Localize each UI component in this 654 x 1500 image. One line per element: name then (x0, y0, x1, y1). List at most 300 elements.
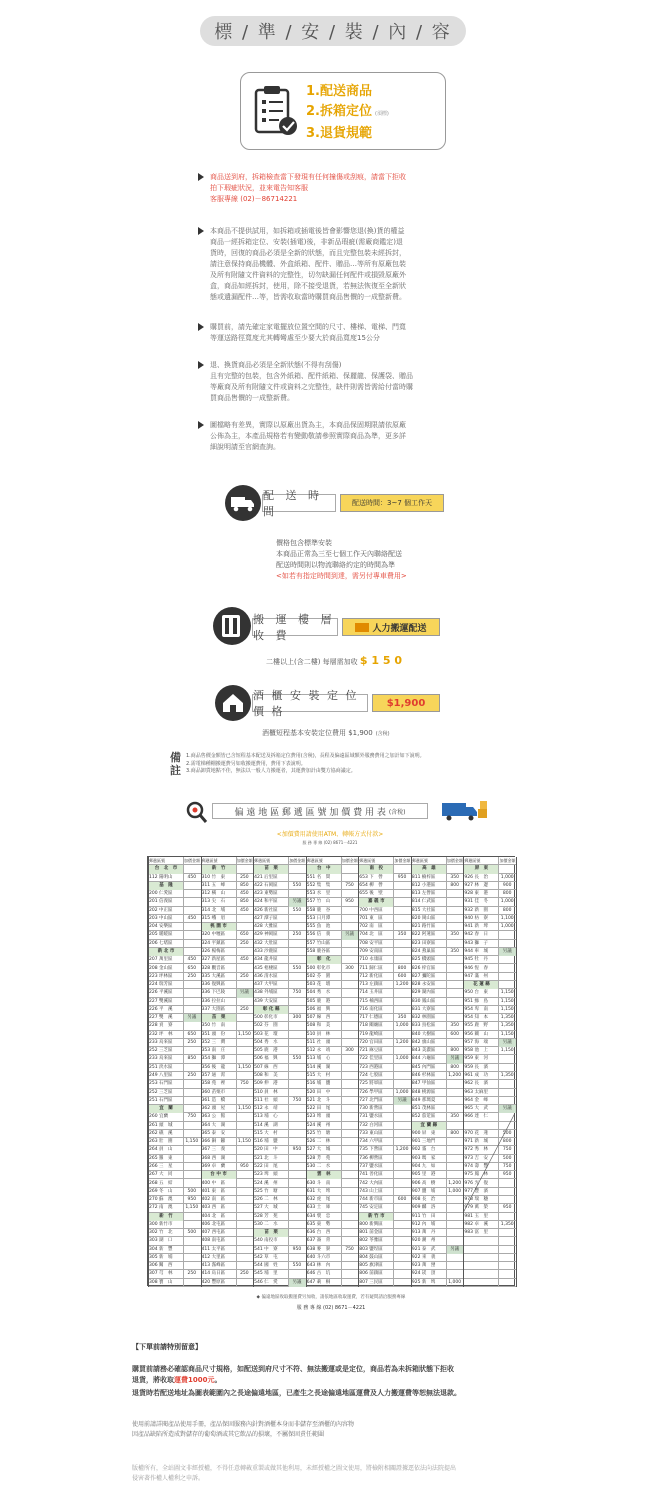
table-cell (446, 1196, 464, 1204)
table-cell: 954 知 本 (464, 1015, 488, 1021)
table-cell: 640 斗六市 (306, 1254, 331, 1260)
table-cell: 311 五 峰 (201, 882, 226, 888)
table-cell: 904 九 如 (411, 1163, 436, 1169)
note-5-line-3: 細說明請至官網查詢。 (210, 443, 280, 451)
house-icon (214, 684, 252, 722)
table-cell: 350 (397, 932, 407, 938)
copyright-line-2: 侵害著作權人權利之申訴。 (132, 1475, 205, 1482)
table-cell: 800 (450, 1130, 459, 1136)
table-cell: 750 (502, 1163, 512, 1169)
table-cell (446, 1097, 464, 1105)
table-cell: 927 林 邊 (464, 882, 488, 888)
table-cell (446, 940, 464, 948)
table-cell: 505 鹿 港 (254, 1048, 278, 1054)
table-cell (393, 1047, 411, 1055)
table-cell: 815 大社區 (411, 907, 436, 913)
table-cell: 801 前金區 (359, 1230, 383, 1236)
table-cell: 台 北 市 (148, 865, 183, 873)
table-cell: 909 麟 洛 (411, 1205, 436, 1211)
table-cell: 251 淡水區 (149, 1064, 173, 1070)
table-cell: 511 社 頭 (254, 1097, 278, 1103)
table-row (148, 1155, 516, 1163)
table-cell: 551 名 間 (306, 874, 331, 880)
table-row (148, 1130, 516, 1138)
remarks-list (186, 753, 526, 776)
remarks-line-1: 1.商品售價金額皆已含短程基本配送及拆箱定位費用(含稅)，長程及偏遠區域額外服務費用之加計如下說明。 (186, 753, 425, 759)
table-cell: 苗 栗 (201, 1014, 236, 1022)
table-cell (498, 1229, 516, 1237)
table-cell (341, 1262, 359, 1270)
table-cell (288, 1122, 306, 1130)
table-cell (341, 1064, 359, 1072)
table-row (148, 1237, 516, 1245)
table-cell: 950 (345, 899, 354, 905)
table-cell (236, 1229, 254, 1237)
table-cell: 502 芬 園 (306, 973, 331, 979)
table-cell: 845 內門區 (411, 1064, 436, 1070)
table-cell (498, 1097, 516, 1105)
table-cell: 926 長 治 (464, 874, 488, 880)
table-cell: 950 (187, 1197, 197, 1203)
table-cell (288, 1113, 306, 1121)
table-cell (288, 973, 306, 981)
table-column-divider (411, 857, 412, 1287)
table-cell: 944 車 城 (464, 948, 488, 954)
table-cell (393, 940, 411, 948)
delivery-line-2: 本商品正常為三至七個工作天內聯絡配送 (276, 550, 402, 558)
table-cell: 802 苓雅區 (359, 1238, 383, 1244)
truck-icon (224, 484, 262, 522)
table-cell: 252 三芝區 (149, 1089, 173, 1095)
table-cell: 650 (240, 932, 249, 938)
table-cell: 700 中西區 (359, 907, 383, 913)
delivery-label: 配 送 時 間 (263, 489, 323, 518)
table-row (148, 1047, 516, 1055)
table-cell: 813 左營區 (411, 891, 436, 897)
table-cell: 363 公 館 (201, 1114, 226, 1120)
table-cell (288, 1204, 306, 1212)
table-cell (463, 1262, 498, 1270)
table-cell: 1,000 (448, 1188, 462, 1194)
table-cell (446, 1262, 464, 1270)
table-cell (498, 865, 516, 873)
table-cell: 324 平鎮區 (201, 940, 226, 946)
table-cell (498, 1270, 516, 1278)
table-cell: 1,000 (500, 924, 514, 930)
table-cell (288, 1221, 306, 1229)
table-cell: 450 (240, 891, 249, 897)
table-cell: 264 員 山 (149, 1147, 173, 1153)
table-cell: 600 (450, 1031, 459, 1037)
table-cell (236, 1180, 254, 1188)
table-cell: 233 烏來區 (149, 1056, 173, 1062)
table-cell (288, 865, 306, 873)
table-cell: 1,350 (500, 1015, 514, 1021)
table-cell: 814 仁武區 (411, 899, 436, 905)
table-cell: 350 (397, 1015, 407, 1021)
floor-price-prefix: 二樓以上(含二樓) 每層需加收 (266, 658, 358, 666)
table-cell (183, 1155, 201, 1163)
table-cell: 744 新市區 (359, 1197, 383, 1203)
table-cell: 嘉 義 市 (358, 898, 393, 906)
note-2-line-3: 貨時，回復的商品必須是全新的狀態，而且完整包裝未經拆封， (210, 249, 406, 257)
table-cell: 261 頭 城 (149, 1122, 173, 1128)
table-cell: 503 花 壇 (254, 1031, 278, 1037)
table-cell (393, 1254, 411, 1262)
table-row (148, 898, 516, 906)
table-header-cell: 加價金額 (184, 858, 201, 863)
table-cell: 600 (397, 973, 407, 979)
table-cell: 423 東勢區 (254, 891, 278, 897)
table-cell: 250 (240, 973, 249, 979)
table-cell: 632 虎 尾 (306, 1197, 331, 1203)
table-cell (446, 1171, 464, 1179)
table-cell (288, 890, 306, 898)
table-cell: 931 佳 冬 (464, 899, 488, 905)
table-cell: 桃 園 市 (201, 923, 236, 931)
copyright (132, 1464, 532, 1484)
table-cell (236, 1047, 254, 1055)
table-cell: 350 (450, 1114, 459, 1120)
table-cell: 959 長 濱 (464, 1064, 488, 1070)
table-cell: 1,000 (500, 899, 514, 905)
table-cell (236, 1022, 254, 1030)
table-cell (393, 1180, 411, 1188)
table-header-cell: 加價金額 (289, 858, 306, 863)
table-cell: 504 秀 水 (306, 990, 331, 996)
table-cell (183, 981, 201, 989)
note-2-line-4: 請注意保持商品機體、外盒紙箱、配件、贈品…等所有原廠包裝 (210, 260, 406, 268)
table-cell: 227 雙溪區 (149, 998, 173, 1004)
table-cell: 526 二 林 (306, 1139, 331, 1145)
table-row (148, 940, 516, 948)
table-cell: 961 成 功 (464, 1073, 488, 1078)
table-cell: 726 學甲區 (359, 1089, 383, 1095)
table-cell: 900 (502, 882, 512, 888)
table-cell (183, 1047, 201, 1055)
table-column-divider (516, 857, 517, 1287)
table-cell: 412 大里區 (201, 1254, 226, 1260)
table-cell (236, 923, 254, 931)
table-cell: 908 長 治 (411, 1197, 436, 1203)
table-cell (341, 1055, 359, 1063)
summary-item-3: 3.退貨規範 (306, 126, 372, 141)
table-cell: 826 梓官區 (411, 965, 436, 971)
table-header-cell: 加價金額 (499, 858, 516, 863)
table-cell (446, 890, 464, 898)
table-cell: 512 永 靖 (254, 1106, 278, 1112)
table-cell (236, 965, 254, 973)
table-cell: 台 中 市 (201, 1171, 236, 1179)
table-row (148, 865, 516, 873)
table-cell (341, 940, 359, 948)
table-cell: 737 鹽水區 (359, 1163, 383, 1169)
table-cell: 206 七堵區 (149, 940, 173, 946)
table-cell: 717 仁德區 (359, 1015, 383, 1021)
table-cell: 249 八里區 (149, 1073, 173, 1078)
table-cell: 950 (292, 1147, 302, 1153)
table-cell (341, 1014, 359, 1022)
table-cell (341, 1163, 359, 1171)
table-cell: 805 旗津區 (359, 1263, 383, 1269)
table-cell: 558 鹿谷區 (306, 948, 331, 954)
delivery-line-3: 配送時間則以物流聯絡約定的時間為準 (276, 561, 395, 569)
table-cell: 965 大 武 (464, 1106, 488, 1112)
table-cell (341, 1180, 359, 1188)
table-cell (236, 1188, 254, 1196)
table-cell: 820 岡山區 (411, 915, 436, 921)
table-cell: 833 鳥松區 (411, 1023, 436, 1029)
table-cell (498, 981, 516, 989)
table-cell: 955 鹿 野 (464, 1023, 488, 1029)
table-cell: 702 南 區 (359, 924, 383, 930)
table-cell (183, 998, 201, 1006)
table-row (148, 882, 516, 890)
table-row (148, 1146, 516, 1154)
table-cell (446, 1254, 464, 1262)
table-cell: 253 石門區 (149, 1081, 173, 1087)
table-cell: 653 下 營 (359, 874, 383, 880)
triangle-bullet-icon (198, 323, 204, 331)
table-cell: 苗 栗 (253, 865, 288, 873)
table-cell: 宜 蘭 (148, 1105, 183, 1113)
table-cell: 800 (450, 882, 459, 888)
table-cell (183, 1262, 201, 1270)
install-price-badge (372, 694, 440, 712)
table-row (148, 1055, 516, 1063)
table-cell: 950 (240, 1163, 249, 1169)
table-cell: 638 麥 寮 (306, 1246, 331, 1252)
table-cell (236, 1113, 254, 1121)
table-cell: 924 崁 頂 (411, 1271, 436, 1277)
table-cell: 515 大 村 (254, 1130, 278, 1136)
table-cell: 515 大 村 (306, 1073, 331, 1078)
table-cell: 719 龍崎區 (359, 1031, 383, 1037)
table-cell: 427 潭子區 (254, 915, 278, 921)
table-cell (236, 1262, 254, 1270)
table-cell (341, 1221, 359, 1229)
table-cell (393, 1064, 411, 1072)
table-cell: 550 (292, 1263, 302, 1269)
remarks-label-1: 備 (170, 751, 181, 764)
table-cell: 315 峨 眉 (201, 915, 226, 921)
table-cell: 369 卓 蘭 (201, 1163, 226, 1169)
table-cell (393, 1072, 411, 1080)
table-cell (498, 973, 516, 981)
floor-badge (342, 618, 440, 636)
table-cell (393, 1122, 411, 1130)
table-row (148, 956, 516, 964)
note-2-line-6: 盒，商品如經拆封，使用，除不接受退貨，若無法恢復至全新狀 (210, 282, 406, 290)
table-cell (341, 1279, 359, 1287)
table-row (148, 1180, 516, 1188)
table-cell (393, 1188, 411, 1196)
table-cell: 557 竹山區 (306, 940, 331, 946)
table-cell: 956 關 山 (464, 1031, 488, 1037)
table-cell (498, 1213, 516, 1221)
table-cell: 250 (187, 1073, 197, 1078)
table-cell (341, 1213, 359, 1221)
table-cell: 500 彰化市 (254, 1015, 278, 1021)
table-column-divider (446, 857, 447, 1287)
table-cell (236, 1254, 254, 1262)
table-cell (341, 923, 359, 931)
table-cell (288, 1039, 306, 1047)
table-cell (183, 1006, 201, 1014)
note-3-line-1: 購買前，請先確定家電擺放位置空間的尺寸、樓梯、電梯、門寬 (210, 323, 406, 331)
floor-label: 搬 運 樓 層 收 費 (253, 613, 336, 642)
table-cell (341, 915, 359, 923)
table-cell (183, 1022, 201, 1030)
table-cell (288, 1006, 306, 1014)
table-cell: 900 屏 東 (411, 1130, 436, 1136)
table-cell: 226 平溪區 (149, 990, 173, 996)
table-header-cell: 郵遞區號 (464, 858, 481, 863)
table-cell (393, 998, 411, 1006)
table-cell (341, 1237, 359, 1245)
table-cell: 435 梧棲區 (254, 965, 278, 971)
table-cell: 226 平 溪 (149, 1006, 173, 1012)
table-cell (341, 1122, 359, 1130)
table-cell: 750 (345, 1246, 354, 1252)
table-cell: 408 南屯區 (201, 1238, 226, 1244)
table-cell: 710 永康區 (359, 957, 383, 963)
table-cell (446, 1237, 464, 1245)
note-3-line-2: 等運送路徑寬度尤其轉彎處至少要大於商品寬度15公分 (210, 334, 380, 342)
table-cell: 367 三 義 (201, 1147, 226, 1153)
table-cell: 631 大 埤 (306, 1188, 331, 1194)
table-cell: 1,350 (500, 1221, 514, 1227)
note-4-line-2: 且有完整的包裝，包含外紙箱、配件紙箱、保麗龍、保護袋、贈品 (210, 372, 413, 380)
table-cell: 907 鹽 埔 (411, 1188, 436, 1194)
table-cell: 633 土 庫 (306, 1205, 331, 1211)
table-cell: 823 田寮區 (411, 940, 436, 946)
table-cell: 750 (187, 1114, 197, 1120)
table-cell (183, 1237, 201, 1245)
table-cell: 850 (240, 899, 249, 905)
table-cell: 303 湖 口 (149, 1238, 173, 1244)
table-header-cell: 加價金額 (236, 858, 253, 863)
table-cell: 506 福 興 (306, 1006, 331, 1012)
table-cell (183, 1171, 201, 1179)
table-cell (288, 981, 306, 989)
table-cell: 500 (187, 1230, 197, 1236)
table-cell: 636 台 西 (306, 1230, 331, 1236)
table-cell: 313 尖 石 (201, 899, 226, 905)
delivery-info (276, 538, 407, 582)
table-cell: 828 永安區 (411, 982, 436, 988)
table-cell: 429 神岡區 (254, 932, 278, 938)
triangle-bullet-icon (198, 173, 204, 181)
table-cell (183, 907, 201, 915)
table-cell: 850 (187, 1056, 197, 1062)
table-cell: 1,150 (237, 1106, 251, 1112)
table-cell: 358 苑 裡 (201, 1081, 226, 1087)
table-cell: 414 烏日區 (201, 1271, 226, 1277)
table-cell: 903 瑪 家 (411, 1155, 436, 1161)
table-cell: 250 (187, 1039, 197, 1045)
clipboard-check-icon (250, 84, 300, 140)
note-1-line-3: 客服專線 (02)－86714221 (210, 195, 298, 203)
table-row (148, 1113, 516, 1121)
table-cell: 420 豐原區 (201, 1279, 226, 1285)
table-cell: 269 冬 山 (149, 1188, 173, 1194)
table-cell: 350 (450, 874, 459, 880)
table-cell: 500 (502, 1130, 512, 1136)
table-cell: 350 竹 南 (201, 1023, 226, 1029)
table-cell: 521 北 斗 (254, 1155, 278, 1161)
table-cell: 新 竹 市 (358, 1213, 393, 1221)
table-cell: 1,200 (395, 1147, 409, 1153)
note-4-line-1: 退、換貨商品必須是全新狀態(不得有刮傷) (210, 361, 342, 369)
table-cell (463, 1254, 498, 1262)
table-row (148, 1246, 516, 1254)
table-cell: 525 竹 塘 (306, 1130, 331, 1136)
table-cell: 527 大 城 (306, 1147, 331, 1153)
table-cell: 750 (292, 1097, 302, 1103)
table-cell (288, 1196, 306, 1204)
table-cell (288, 948, 306, 956)
table-cell (183, 1130, 201, 1138)
table-cell: 南 投 (358, 865, 393, 873)
table-cell (288, 1064, 306, 1072)
table-cell (393, 1279, 411, 1287)
table-cell (236, 981, 254, 989)
table-cell (446, 989, 464, 997)
table-cell (288, 1229, 306, 1237)
table-cell: 524 溪 州 (306, 1122, 331, 1128)
table-cell: 716 南化區 (359, 1006, 383, 1012)
table-cell: 520 田 中 (254, 1147, 278, 1153)
table-cell: 368 西 湖 (201, 1155, 226, 1161)
special-p1-line-2 (132, 1375, 532, 1386)
table-cell (341, 890, 359, 898)
table-cell: 224 瑞芳區 (149, 982, 173, 988)
note-5-line-1: 圖檔略有差異，實際以原廠出貨為主，本商品保固期限請依原廠 (210, 421, 406, 429)
table-cell (288, 1047, 306, 1055)
table-cell: 923 萬 巒 (411, 1263, 436, 1269)
table-cell: 550 (292, 1056, 302, 1062)
table-cell: 750 (240, 1081, 249, 1087)
table-cell: 800 (502, 907, 512, 913)
table-cell: 327 新屋區 (201, 957, 226, 963)
table-cell: 513 埔 心 (254, 1114, 278, 1120)
table-cell: 811 楠梓區 (411, 874, 436, 880)
table-cell: 328 觀音區 (201, 965, 226, 971)
table-cell (288, 1022, 306, 1030)
table-row (148, 1213, 516, 1221)
table-row (148, 965, 516, 973)
special-heading: 【下單前請特別留意】 (132, 1343, 202, 1351)
table-cell: 983 富 里 (464, 1230, 488, 1236)
table-cell: 336 復興區 (201, 982, 226, 988)
table-cell: 1,150 (185, 1139, 199, 1145)
summary-item-2 (306, 102, 389, 124)
table-row (148, 874, 516, 882)
remarks-line-3: 3.商品卸貨地點不佳，無法以一般人力搬運者，其運費加計由雙方協商議定。 (186, 768, 356, 774)
table-cell (288, 1105, 306, 1113)
table-cell: 1,150 (237, 1031, 251, 1037)
table-cell: 940 枋 寮 (464, 915, 488, 921)
table-cell: 525 竹 塘 (254, 1188, 278, 1194)
table-cell: 364 大 湖 (201, 1122, 226, 1128)
table-row (148, 915, 516, 923)
remote-footer (147, 1290, 515, 1332)
table-cell (183, 865, 201, 873)
table-cell (393, 956, 411, 964)
table-cell (393, 1080, 411, 1088)
table-cell: 300 (345, 1048, 354, 1054)
